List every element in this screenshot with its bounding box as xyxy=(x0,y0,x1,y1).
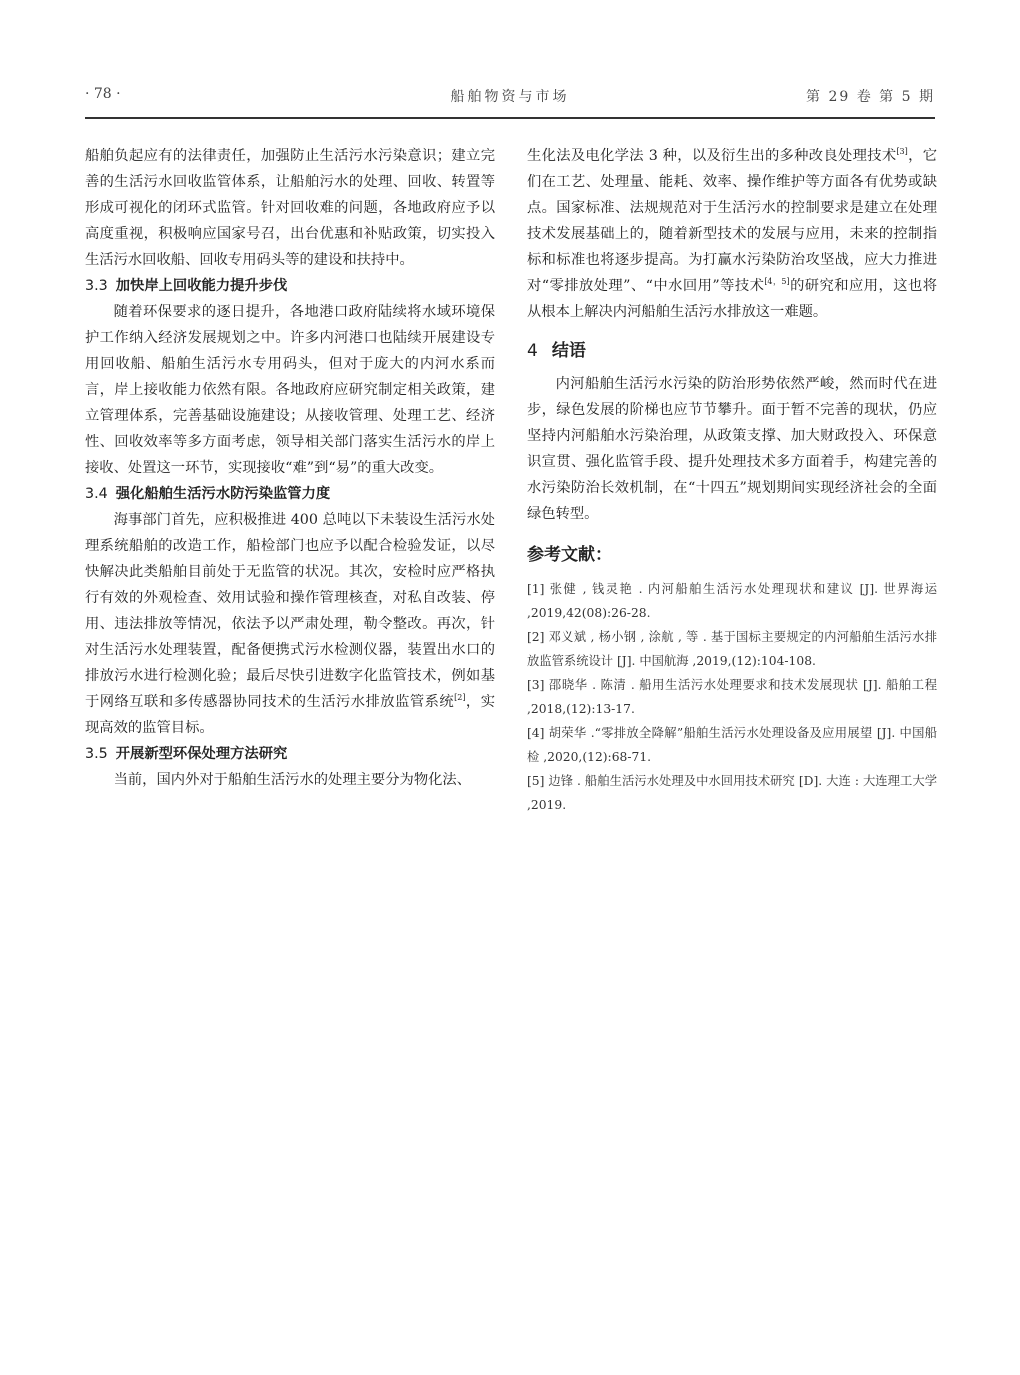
paragraph: 当前，国内外对于船舶生活污水的处理主要分为物化法、 xyxy=(113,772,472,788)
references-heading: 参考文献： xyxy=(527,545,612,565)
section-title: 开展新型环保处理方法研究 xyxy=(115,746,288,762)
paragraph: 随着环保要求的逐日提升，各地港口政府陆续将水域环境保护工作纳入经济发展规划之中。许多内河港口也陆续开展建设专用回收船、船舶生活污水专用码头，但对于庞大的内河水系而言，岸上接收能力依然有限。各地政府应研究制定相关政策，建立管理体系，完善基础设施建设；从接收管理、处理工艺、经济性、回收效率等多方面考虑，领导相关部门落实生活污水的岸上接收、处置这一环节，实现接收“难”到“易”的重大改变。 xyxy=(85,304,495,476)
citation: [4，5] xyxy=(764,277,790,287)
section-title: 加快岸上回收能力提升步伐 xyxy=(115,278,288,294)
section-number: 3.4 xyxy=(85,486,108,502)
section-heading-3-5 xyxy=(85,741,495,767)
reference-item: [1] 张健 , 钱灵艳 . 内河船舶生活污水处理现状和建议 [J]. 世界海运 ,2019,42(08):26-28. xyxy=(527,582,937,620)
paragraph: 船舶负起应有的法律责任，加强防止生活污水污染意识；建立完善的生活污水回收监管体系，让船舶污水的处理、回收、转置等形成可视化的闭环式监管。针对回收难的问题，各地政府应予以高度重视，积极响应国家号召，出台优惠和补贴政策，切实投入生活污水回收船、回收专用码头等的建设和扶持中。 xyxy=(85,148,495,268)
section-title: 强化船舶生活污水防污染监管力度 xyxy=(115,486,331,502)
section-heading-3-4 xyxy=(85,481,495,507)
header-rule xyxy=(85,117,935,119)
issue-info: 第 29 卷 第 5 期 xyxy=(806,89,935,105)
paragraph-text: ，实现高效的监管目标。 xyxy=(85,694,495,736)
section-number: 3.5 xyxy=(85,746,108,762)
reference-item: [5] 边锋 . 船舶生活污水处理及中水回用技术研究 [D]. 大连 : 大连理工大学 ,2019. xyxy=(527,774,937,812)
paragraph-text: 生化法及电化学法 3 种，以及衍生出的多种改良处理技术 xyxy=(527,148,897,164)
left-column xyxy=(85,143,495,793)
right-column xyxy=(527,143,937,817)
reference-item: [2] 邓义斌 , 杨小钢 , 涂航 , 等 . 基于国标主要规定的内河船舶生活污水排放监管系统设计 [J]. 中国航海 ,2019,(12):104-108. xyxy=(527,630,937,668)
paragraph xyxy=(85,507,495,741)
paragraph: 内河船舶生活污水污染的防治形势依然严峻，然而时代在进步，绿色发展的阶梯也应节节攀升。面于暂不完善的现状，仍应坚持内河船舶水污染治理，从政策支撑、加大财政投入、环保意识宣贯、强化监管手段、提升处理技术多方面着手，构建完善的水污染防治长效机制，在“十四五”规划期间实现经济社会的全面绿色转型。 xyxy=(527,376,937,522)
citation: [2] xyxy=(454,693,466,703)
running-header xyxy=(85,86,935,110)
reference-item: [4] 胡荣华 .“零排放全降解”船舶生活污水处理设备及应用展望 [J]. 中国船检 ,2020,(12):68-71. xyxy=(527,726,937,764)
section-number: 4 xyxy=(527,341,538,361)
section-heading-3-3 xyxy=(85,273,495,299)
section-number: 3.3 xyxy=(85,278,108,294)
paragraph-text: 的研究和应用，这也将从根本上解决内河船舶生活污水排放这一难题。 xyxy=(527,278,937,320)
references-list xyxy=(527,577,937,817)
journal-title: 船舶物资与市场 xyxy=(450,89,570,105)
citation: [3] xyxy=(896,147,908,157)
page-number: · 78 · xyxy=(85,86,121,102)
reference-item: [3] 邵晓华 . 陈清 . 船用生活污水处理要求和技术发展现状 [J]. 船舶工程 ,2018,(12):13-17. xyxy=(527,678,937,716)
paragraph-text: ，它们在工艺、处理量、能耗、效率、操作维护等方面各有优势或缺点。国家标准、法规规范对于生活污水的控制要求是建立在处理技术发展基础上的，随着新型技术的发展与应用，未来的控制指标和标准也将逐步提高。为打赢水污染防治攻坚战，应大力推进对“零排放处理”、“中水回用”等技术 xyxy=(527,148,937,294)
paragraph-text: 海事部门首先，应积极推进 400 总吨以下未装设生活污水处理系统船舶的改造工作，船检部门也应予以配合检验发证，以尽快解决此类船舶目前处于无监管的状况。其次，安检时应严格执行有效的外观检查、效用试验和操作管理核查，对私自改装、停用、违法排放等情况，依法予以严肃处理，勒令整改。再次，针对生活污水处理装置，配备便携式污水检测仪器，装置出水口的排放污水进行检测化验；最后尽快引进数字化监管技术，例如基于网络互联和多传感器协同技术的生活污水排放监管系统 xyxy=(85,512,495,710)
section-title: 结语 xyxy=(551,341,586,361)
section-heading-4 xyxy=(527,337,937,365)
paragraph xyxy=(527,143,937,325)
